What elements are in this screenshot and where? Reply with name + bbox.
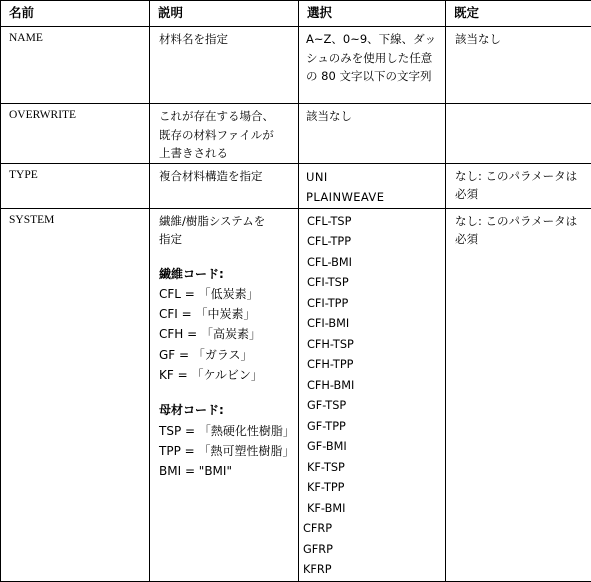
matrix-code-heading: 母材コード: (159, 400, 292, 420)
table-row-system (1, 208, 591, 581)
description-line: これが存在する場合、 (159, 107, 292, 126)
system-option: CFI-BMI (306, 314, 439, 335)
default-line: なし: このパラメータは (455, 167, 585, 186)
description-line: 既存の材料ファイルが (159, 126, 292, 145)
system-option: GFRP (303, 540, 439, 561)
system-option: KF-TPP (306, 478, 439, 499)
system-option: CFRP (303, 519, 439, 540)
row-system-param: SYSTEM (1, 208, 150, 581)
row-type-param: TYPE (1, 163, 150, 208)
system-option: KF-BMI (306, 499, 439, 520)
system-option: CFL-BMI (306, 253, 439, 274)
system-option: CFH-BMI (306, 376, 439, 397)
fiber-code: KF = 「ケルビン」 (159, 365, 292, 385)
fiber-code: CFH = 「高炭素」 (159, 324, 292, 344)
row-name-param: NAME (1, 27, 150, 104)
system-option: KFRP (303, 560, 439, 581)
system-option: KF-TSP (306, 458, 439, 479)
fiber-code: GF = 「ガラス」 (159, 345, 292, 365)
system-option: CFL-TPP (306, 232, 439, 253)
fiber-code-heading: 繊維コード: (159, 264, 292, 284)
default-line: 必須 (455, 185, 585, 204)
row-type-description: 複合材料構造を指定 (150, 163, 299, 208)
default-line: なし: このパラメータは (455, 212, 585, 231)
matrix-code: TSP = 「熱硬化性樹脂」 (159, 421, 292, 441)
header-row (1, 1, 591, 27)
matrix-code: BMI = "BMI" (159, 461, 292, 481)
table-row-type (1, 163, 591, 208)
table-row-overwrite (1, 104, 591, 164)
row-type-selection (299, 163, 446, 208)
system-option: CFH-TPP (306, 355, 439, 376)
table-row-name (1, 27, 591, 104)
system-option: GF-TSP (306, 396, 439, 417)
system-option: GF-TPP (306, 417, 439, 438)
system-option: CFI-TPP (306, 294, 439, 315)
row-overwrite-selection: 該当なし (299, 104, 446, 164)
description-line: 繊維/樹脂システムを (159, 212, 292, 231)
header-selection: 選択 (299, 1, 446, 27)
row-overwrite-description (150, 104, 299, 164)
row-name-selection (299, 27, 446, 104)
matrix-code: TPP = 「熱可塑性樹脂」 (159, 441, 292, 461)
system-option: GF-BMI (306, 437, 439, 458)
selection-line: の 80 文字以下の文字列 (306, 67, 439, 86)
selection-line: A~Z、0~9、下線、ダッ (306, 30, 439, 49)
header-default: 既定 (446, 1, 591, 27)
selection-line: UNI (306, 167, 439, 187)
row-system-default (446, 208, 591, 581)
selection-line: シュのみを使用した任意 (306, 49, 439, 68)
fiber-code: CFI = 「中炭素」 (159, 304, 292, 324)
fiber-code: CFL = 「低炭素」 (159, 284, 292, 304)
row-overwrite-param: OVERWRITE (1, 104, 150, 164)
row-system-selection (299, 208, 446, 581)
default-line: 必須 (455, 230, 585, 249)
description-line: 上書きされる (159, 144, 292, 163)
row-system-description (150, 208, 299, 581)
system-option: CFL-TSP (306, 212, 439, 233)
row-type-default (446, 163, 591, 208)
system-option: CFH-TSP (306, 335, 439, 356)
selection-line: PLAINWEAVE (306, 187, 439, 207)
row-name-default: 該当なし (446, 27, 591, 104)
row-name-description: 材料名を指定 (150, 27, 299, 104)
description-line: 指定 (159, 230, 292, 249)
header-description: 説明 (150, 1, 299, 27)
row-overwrite-default (446, 104, 591, 164)
header-name: 名前 (1, 1, 150, 27)
system-option: CFI-TSP (306, 273, 439, 294)
